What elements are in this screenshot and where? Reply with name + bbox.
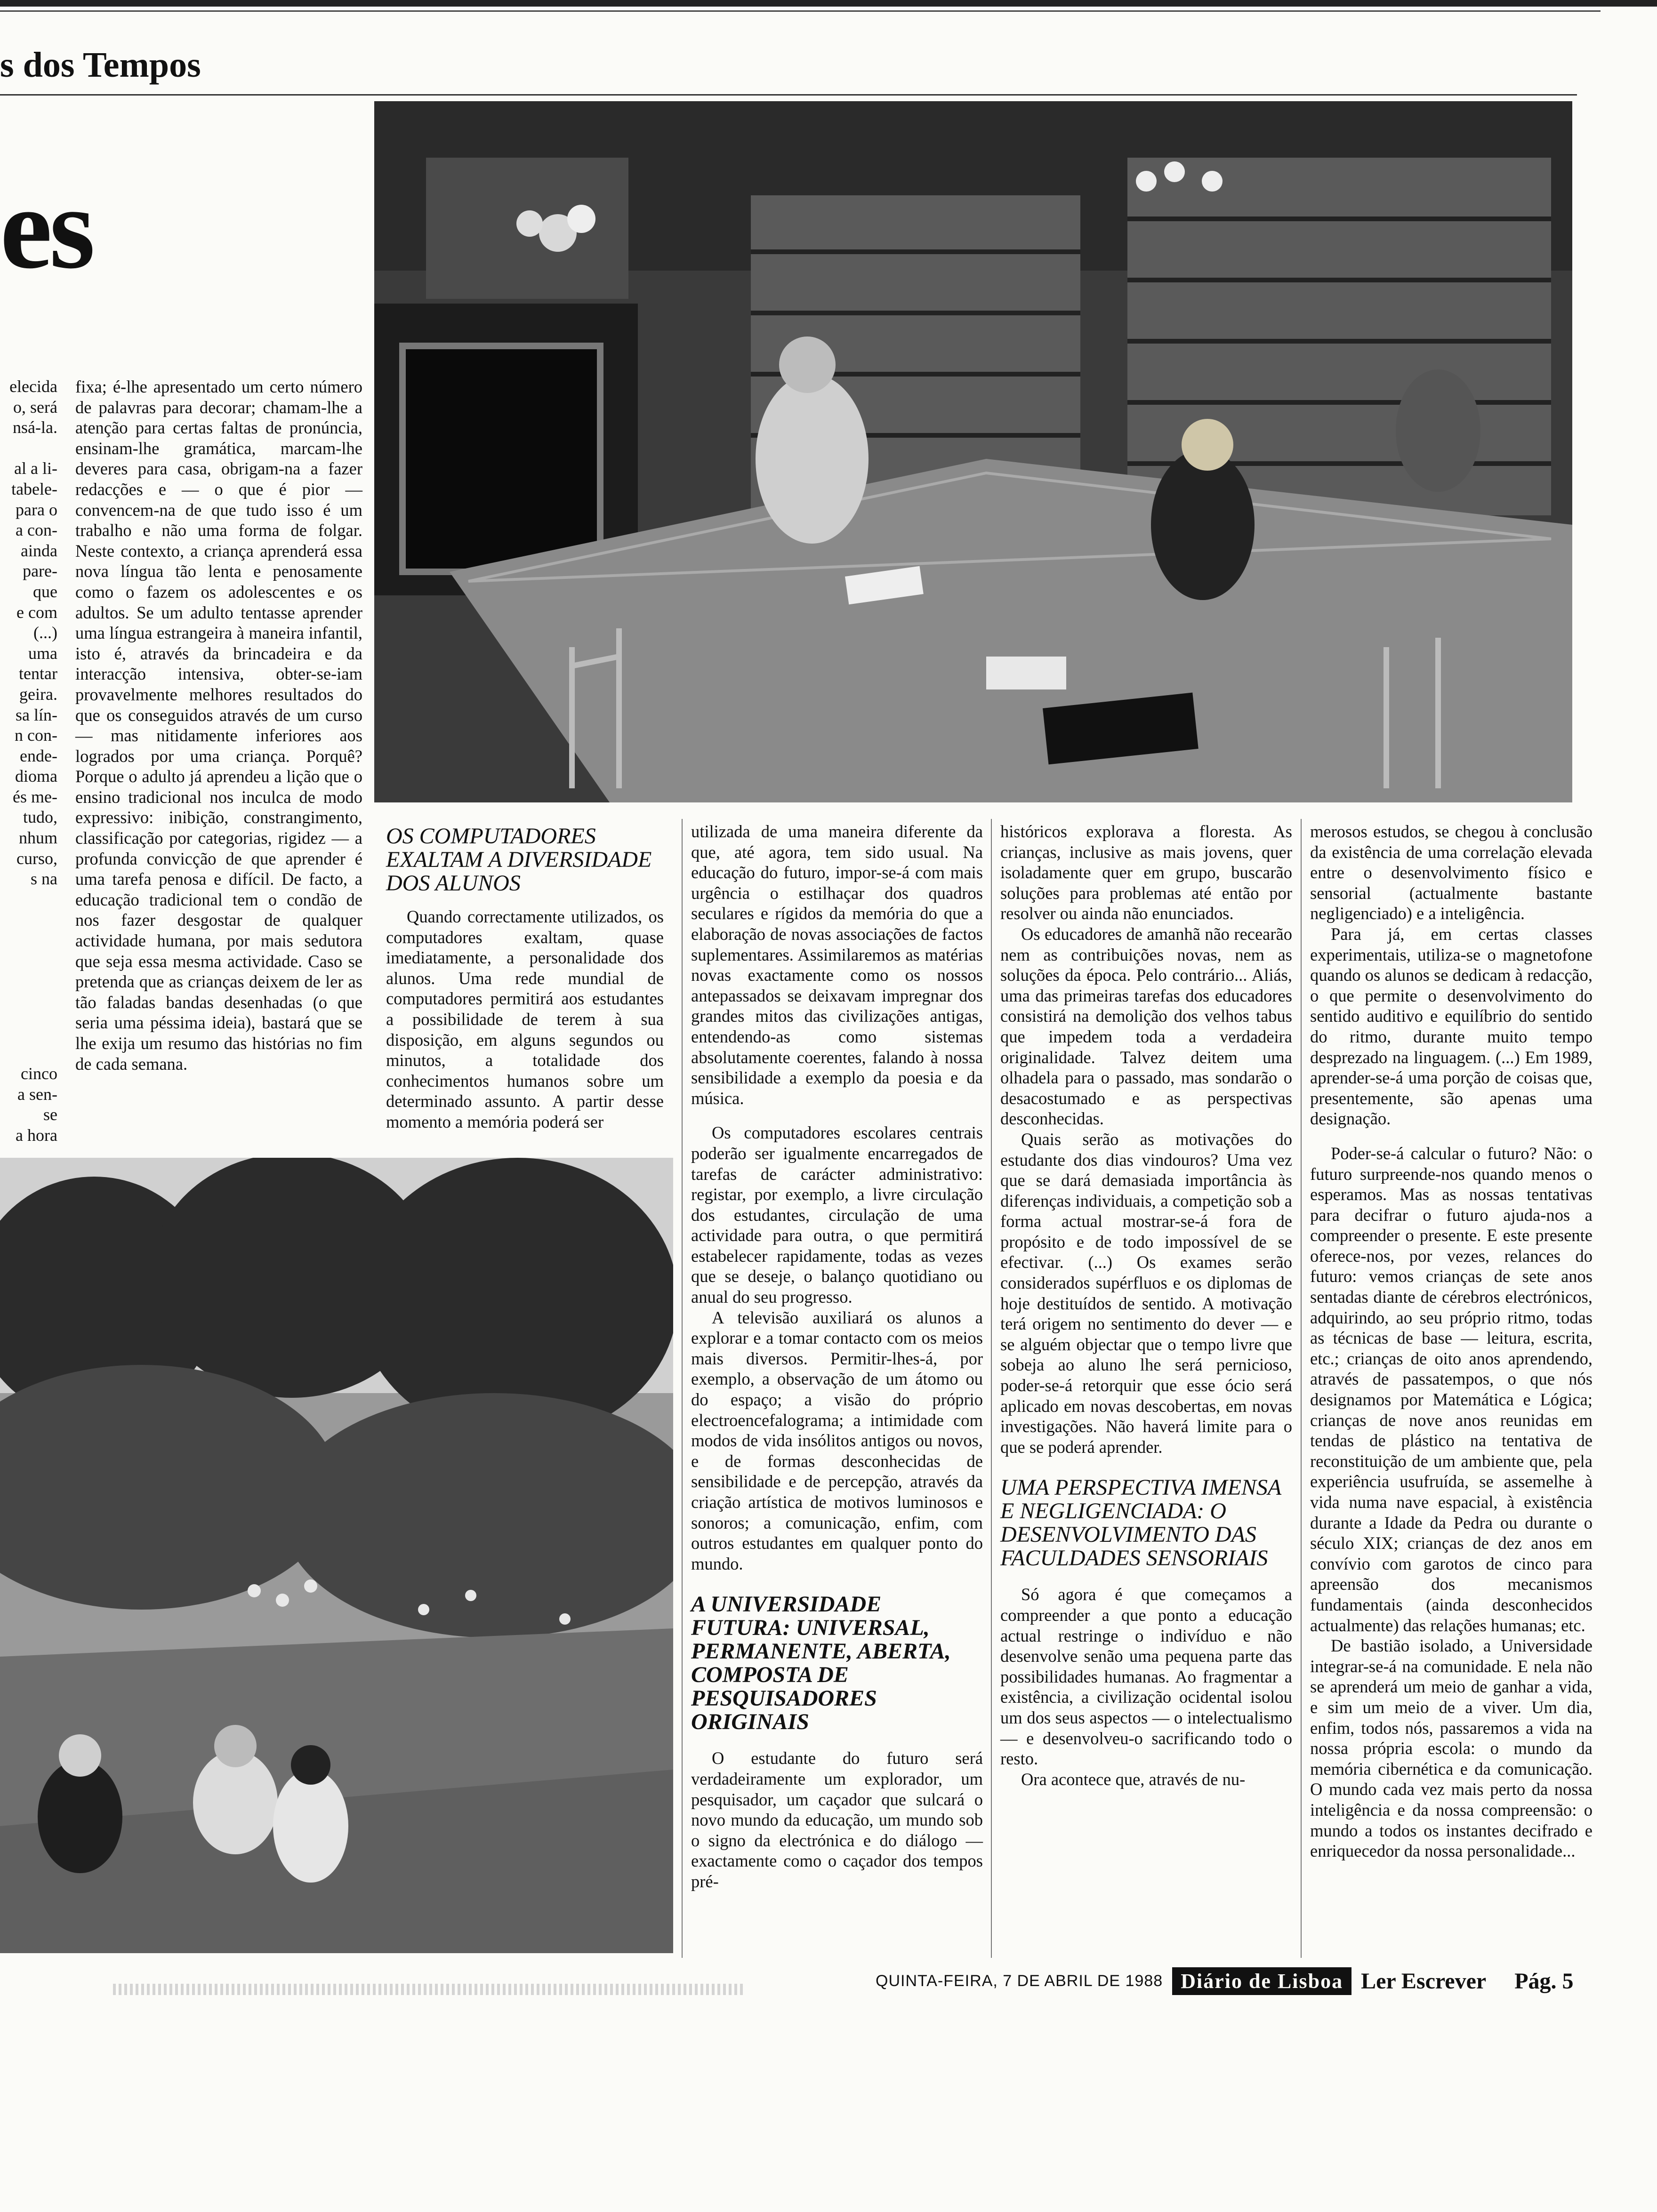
fragment-line: tentar [19,664,57,683]
paragraph: merosos estudos, se chegou à conclusão da existência de uma correlação elevada entre o desenvolvimento físico e sensorial (actualmente bastante negligenciado) e a inteligência. [1310,822,1593,923]
paragraph: Poder-se-á calcular o futuro? Não: o futuro surpreende-nos quando menos o esperamos. Mas as nossas tentativas para decifrar o futuro ajuda-nos a compreender o presente. E este presente oferece-nos, por vezes, relances do futuro: vemos crianças de sete anos sentadas diante de cérebros electrónicos, adquirindo, ao seu próprio ritmo, todas as técnicas de base — leitura, escrita, etc.; crianças de oito anos aprendendo, através de passatempos, o que nós designamos por Matemática e Lógica; crianças de nove anos reunidas em tendas de plástico na tentativa de reconstituição de um ambiente que, pela experiência usufruída, se assemelhe à vida numa nave espacial, à existência durante a Idade da Pedra ou durante o século XIX; crianças de dez anos em convívio com garotos de cinco para apreensão dos mecanismos fundamentais (ainda desconhecidos actualmente) das relações humanas; etc. [1310,1143,1593,1635]
fragment-line: és me- [13,787,57,806]
fragment-line: n con- [15,726,57,745]
paragraph: Só agora é que começamos a compreender a que ponto a educação actual restringe o indivíduo e não desenvolve senão uma pequena parte das possibilidades humanas. Ao fragmentar a existência, a civilização ocidental isolou um dos seus aspectos — o intelectualismo — e desenvolveu-o sacrificando todo o resto. [1000,1585,1292,1769]
fragment-line: a con- [16,521,57,540]
fragment-line: se [43,1105,57,1124]
fragment-line: tabele- [11,479,57,498]
top-thin-rule [0,10,1601,12]
fragment-line: para o [16,500,57,519]
paragraph: utilizada de uma maneira diferente da que, até agora, tem sido usual. Na educação do futuro, impor-se-á com mais urgência o estilhaçar dos quadros seculares e rígidos da memória do que a elaboração de novas associações de factos suplementares. Assimilaremos as matérias novas exactamente como os nossos antepassados se deixavam impregnar dos grandes mitos das civilizações antigas, entendendo-as como sistemas absolutamente coerentes, falando à nossa sensibilidade a exemplo da poesia e da música. [691,822,983,1108]
fragment-line: elecida [9,377,57,396]
article-column-3 [691,821,983,1892]
paragraph: De bastião isolado, a Universidade integrar-se-á na comunidade. E nela não se aprenderá um meio de ganhar a vida, e sim um meio de a viver. Um dia, enfim, todos nós, passaremos a vida na nossa própria escola: o mundo da memória cibernética e da comunicação. O mundo cada vez mais perto da nossa inteligência e da nossa compreensão: o mundo a todos os instantes decifrado e enriquecedor da nossa personalidade... [1310,1636,1593,1861]
paragraph: fixa; é-lhe apresentado um certo número de palavras para decorar; chamam-lhe a atenção para certas faltas de pronúncia, ensinam-lhe gramática, marcam-lhe deveres para casa, obrigam-na a fazer redacções e — o que é pior — convencem-na de que tudo isso é um trabalho e não uma forma de folgar. Neste contexto, a criança aprenderá essa nova língua tão lenta e penosamente como o fazem os adolescentes e os adultos. Se um adulto tentasse aprender uma língua estrangeira à maneira infantil, isto é, através da brincadeira e da interacção intensiva, obter-se-iam provavelmente melhores resultados do que os conseguidos através de um curso — mas nitidamente inferiores aos logrados por uma criança. Porquê? Porque o adulto já aprendeu a lição que o ensino tradicional nos inculca de modo expressivo: inibição, constrangimento, classificação por categorias, rigidez — a profunda convicção de que aprender é uma tarefa penosa e difícil. De facto, a educação tradicional tem o condão de nos fazer desgostar de qualquer actividade humana, por mais sedutora que seja essa mesma actividade. Caso se pretenda que as crianças deixem de ler as tão faladas bandas desenhadas (o que seria uma péssima ideia), bastará que se lhe exija um resumo das histórias no fim de cada semana. [75,377,362,1074]
paragraph: Ora acontece que, através de nu- [1021,1769,1246,1789]
paragraph: Quando correctamente utilizados, os computadores exaltam, quase imediatamente, a personalidade dos alunos. Uma rede mundial de computadores permitirá aos estudantes a possibilidade de terem à sua disposição, em alguns segundos ou minutos, a totalidade dos conhecimentos humanos sobre um determinado assunto. A partir desse momento a memória poderá ser [386,907,664,1131]
top-edge-rule [0,0,1657,7]
left-column-fragment-2 [0,1064,57,1146]
article-column-2 [386,825,664,1132]
fragment-line: nsá-la. [13,418,57,437]
paragraph: O estudante do futuro será verdadeiramente um explorador, um pesquisador, um caçador que sulcará o novo mundo da educação, um mundo sob o signo da electrónica e do diálogo — exactamente como o caçador dos tempos pré- [691,1748,983,1891]
fragment-line: ainda [21,541,57,560]
fragment-line: s na [31,869,57,889]
page-number: Pág. 5 [1514,1969,1574,1994]
headline-fragment: es [0,163,93,293]
article-column-4 [1000,821,1292,1789]
footer-section: Ler Escrever [1361,1969,1487,1994]
page-footer [876,1967,1574,1995]
fragment-line: e com [16,602,57,622]
section-header-fragment: s dos Tempos [0,45,201,85]
fragment-line [0,438,57,459]
footer-date: QUINTA-FEIRA, 7 DE ABRIL DE 1988 [876,1972,1163,1990]
paragraph: Quais serão as motivações do estudante dos dias vindouros? Uma vez que se dará demasiada importância às diferenças individuais, a competição sob a forma actual mostrar-se-á fora de propósito e de todo impossível de se efectivar. (...) Os exames serão considerados supérfluos e os diplomas de hoje destituídos de sentido. A motivação terá origem no sentimento do dever — e se alguém objectar que o tempo livre que sobeja ao aluno lhe será pernicioso, poder-se-á retorquir que esse ócio será aplicado em novas descobertas, em novas investigações. Não haverá limite para o que se poderá aprender. [1000,1129,1292,1457]
print-smudge [113,1984,744,1995]
column-rule [682,819,683,1958]
fragment-line: (...) [33,623,57,642]
fragment-line: al a li- [14,459,57,478]
fragment-line: dioma [15,767,57,786]
fragment-line: sa lín- [16,705,57,724]
paragraph: Para já, em certas classes experimentais, utiliza-se o magnetofone quando os alunos se dedicam à redacção, o que permite o desenvolvimento do sentido auditivo e equilíbrio do sentido do ritmo, durante muito tempo desprezado na linguagem. (...) Em 1989, aprender-se-á uma porção de coisas que, presentemente, são apenas uma designação. [1310,924,1593,1129]
fragment-line: nhum [18,828,57,848]
subhead-perspectiva: UMA PERSPECTIVA IMENSA E NEGLIGENCIADA: O DESENVOLVIMENTO DAS FACULDADES SENSORIAIS [1000,1475,1281,1571]
fragment-line: cinco [21,1064,57,1083]
newspaper-masthead: Diário de Lisboa [1172,1967,1351,1995]
fragment-line: ende- [20,746,57,765]
garden-photo [0,1158,673,1953]
article-column-1 [75,377,362,1074]
column-rule [991,819,992,1958]
paragraph: Os computadores escolares centrais poderão ser igualmente encarregados de tarefas de carácter administrativo: registar, por exemplo, a livre circulação dos estudantes, circulação de uma actividade para outra, o que permitirá estabelecer rapidamente, todas as vezes que se deseje, o balanço quotidiano ou anual do seu progresso. [691,1123,983,1307]
header-rule [0,94,1577,96]
library-photo [374,101,1572,802]
fragment-line: que [33,582,57,601]
fragment-line: pare- [23,561,57,581]
fragment-line: curso, [16,849,57,868]
paragraph: Os educadores de amanhã não recearão nem as contribuições novas, nem as soluções da época. Pelo contrário... Aliás, uma das primeiras tarefas dos educadores consistirá na demolição dos velhos tabus que impedem toda a verdadeira originalidade. Talvez deitem uma olhadela para o passado, mas sondarão o desacostumado e as perspectivas desconhecidas. [1000,924,1292,1129]
article-column-5 [1310,821,1593,1861]
paragraph: A televisão auxiliará os alunos a explorar e a tomar contacto com os meios mais diversos. Permitir-lhes-á, por exemplo, a observação de um átomo ou do espaço; a visão do próprio electroencefalograma; a intimidade com modos de vida insólitos antigos ou novos, e de formas desconhecidas de sensibilidade e de percepção, através da criação artística de motivos luminosos e sonoros; a comunicação, enfim, com outros estudantes em qualquer ponto do mundo. [691,1307,983,1573]
fragment-line: a hora [16,1125,57,1145]
fragment-line: a sen- [17,1084,57,1104]
fragment-line: geira. [19,684,57,704]
paragraph: históricos explorava a floresta. As crianças, inclusive as mais jovens, quer isoladamente quer em grupo, buscarão soluções para problemas até então por resolver ou ainda não enunciados. [1000,822,1292,923]
subhead-universidade: A UNIVERSIDADE FUTURA: UNIVERSAL, PERMANENTE, ABERTA, COMPOSTA DE PESQUISADORES ORIGINAIS [691,1592,951,1735]
fragment-line: o, será [13,397,57,417]
fragment-line: tudo, [23,808,57,827]
column-rule [1301,819,1302,1958]
fragment-line: uma [28,643,57,663]
left-column-fragment [0,377,57,890]
subhead-computadores: OS COMPUTADORES EXALTAM A DIVERSIDADE DOS ALUNOS [386,824,652,896]
